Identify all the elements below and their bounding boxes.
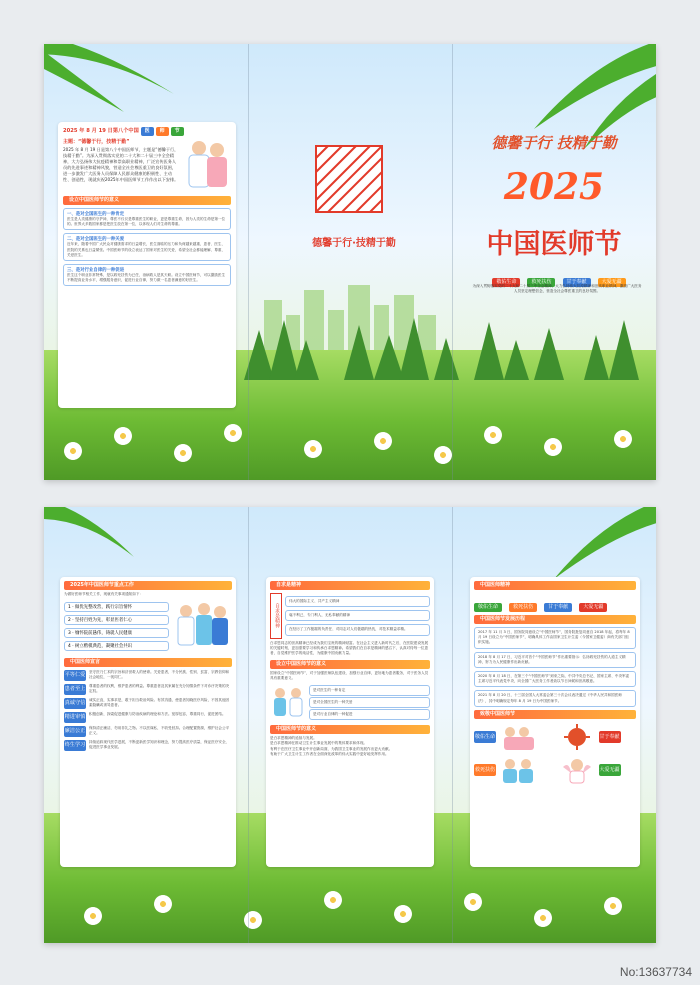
palm-leaf-icon: [44, 507, 144, 577]
work-item: 1 · 做优先整改营，践行宗旨情怀: [64, 602, 169, 612]
back-right-card: [470, 577, 640, 867]
tribute-cell: [474, 755, 554, 785]
medical-team-illustration: [172, 599, 232, 649]
badge: 师: [156, 127, 169, 136]
tribute-tag: 甘于奉献: [599, 731, 621, 743]
sub-box: [63, 264, 231, 286]
brochure-front: [44, 44, 656, 480]
oath-row: [64, 740, 232, 751]
tag: 救死扶伤: [527, 278, 555, 287]
sub-text: 医生是人类健康的守护神，尊医不仅仅是尊重医生的职业，更是尊重生命，因为人类的生命是第一位的。世界大多数国家都是把医生放在第一位，以体现人们对生命的尊重。: [67, 217, 226, 227]
meaning-text: 国家设立“中国医师节”，对于加强医师队伍建设、加强行业自律，更好地为患者服务，对于医务人员具有重要意义。: [270, 671, 429, 681]
fold-line: [452, 507, 453, 943]
tribute-title: 致敬中国医师节: [474, 710, 636, 719]
oath-text: 持续追踪现代医学进展，不断更新医学知识和理念，努力提高医疗质量，保证医疗安全，促进医学事业发展。: [89, 740, 230, 750]
tag: 救死扶伤: [509, 603, 537, 612]
sub-box: [63, 233, 231, 261]
badge: 医: [141, 127, 154, 136]
significance-item: 有利于在医疗卫生事业中开创新局面，为我国卫生事业的发展作出更大贡献。: [270, 746, 393, 751]
oath-row: [64, 698, 232, 709]
oath-tag: 终生学习: [64, 740, 86, 751]
tag: 敬佑生命: [492, 278, 520, 287]
sub-text: 医生这个职业非常特殊，是以救死扶伤为已任，治病救人是其天职。设立中国医师节，可以激励医生不断提高业务水平，增强服务意识，促进行业自律，努力做一名患者满意的好医生。: [67, 273, 226, 283]
right-slogan: 德馨于行 技精于勤: [491, 134, 617, 152]
work-intro: 为做好医师节相关工作，现就有关事项通知如下：: [64, 592, 144, 596]
medical-staff-illustration: [498, 755, 538, 785]
middle-slogan: 德馨于行·技精于勤: [312, 238, 396, 249]
meaning-item: 是对全国医生的一种关爱: [309, 697, 430, 708]
spirit-box: 在经历了工作极端的负责任、对同志对人们极端的热忱，对技术精益求精。: [285, 624, 430, 635]
oath-text: 保持清正廉洁，勿用非礼之物。不以医谋私，不收受回扣。合理配置资源，维护社会公平正义。: [89, 726, 230, 736]
oath-tag: 真诚守信: [64, 698, 86, 709]
doctors-illustration: [183, 136, 231, 192]
back-left-card: [60, 577, 236, 867]
spirit-tag-row: [474, 593, 636, 612]
spirit-box: 毫不利己，专门利人，无私奉献的精神: [285, 610, 430, 621]
history-item: 2021 年 8 月 20 日，十三届全国人大常委会第三十次会议表决通过《中华人民共和国医师法》，其中明确规定每年 8 月 19 日为中国医师节。: [474, 690, 636, 706]
history-item: 2017 年 11 月 3 日，国务院同意设立“中国医师节”，国务院批复同意自 2018 年起，将每年 8 月 19 日设立为“中国医师节”，明确具体工作由国家卫生计生委（今国家卫健委）商有关部门组织实施。: [474, 627, 636, 649]
family-illustration: [498, 722, 538, 752]
back-middle-card: [266, 577, 434, 867]
spirit-title: 中国医师精神: [474, 581, 636, 590]
oath-text: 诚实正直，实事求是，敢于担当救治风险。有效沟通，使患者知晓医疗风险，不因其他因素隐瞒或诱导患者。: [89, 698, 230, 708]
tribute-tag: 敬佑生命: [474, 731, 496, 743]
header-text: 2025 年 8 月 19 日第八个中国: [63, 128, 139, 134]
work-title: 2025年中国医师节重点工作: [64, 581, 232, 590]
history-item: 2020 年 8 月 18 日，在第三个“中国医师节”到来之际，中共中央总书记、国家主席、中央军委主席习近平代表党中央，向全国广大医务工作者致以节日问候和崇高敬意。: [474, 671, 636, 687]
history-item: 2018 年 8 月 17 日，习近平对首个“中国医师节”作出重要指示：弘扬救死扶伤的人道主义精神，努力为人民健康作出新贡献。: [474, 652, 636, 668]
tribute-grid: [474, 722, 636, 785]
oath-tag: 廉洁公正: [64, 726, 86, 737]
tribute-tag: 救死扶伤: [474, 764, 496, 776]
watermark-id: No:13637734: [619, 965, 692, 979]
nurse-angel-illustration: [557, 755, 597, 785]
history-title: 中国医师节发展历程: [474, 615, 636, 624]
section-title: 设立中国医师节的意义: [63, 196, 231, 205]
work-item: 4 · 树立楷模典范，凝聚社会共识: [64, 641, 169, 651]
oath-tag: 患者至上: [64, 684, 86, 695]
side-label: 自求是精神: [270, 593, 282, 639]
oath-tag: 平等仁爱: [64, 670, 86, 681]
tag: 大爱无疆: [579, 603, 607, 612]
oath-row: [64, 684, 232, 695]
oath-row: [64, 670, 232, 681]
tribute-cell: [557, 755, 637, 785]
oath-text: 坚守医乃仁术的宗旨和济世救人的使命。关爱患者，不分民族、性别、贫富、宗教信仰和社会地位，一视同仁。: [89, 670, 230, 680]
qr-placeholder-icon: [314, 144, 384, 214]
oath-text: 尊重患者的权利，维护患者的利益。尊重患者及其家属在充分知情条件下对诊疗决策的决定权。: [89, 684, 230, 694]
tag: 甘于奉献: [563, 278, 591, 287]
right-desc: 为深入贯彻落实党的二十大和二十届三中全会精神，大力弘扬伟大抗疫精神和崇高职业精神，激励广大医务人员坚定理想信念，营造全社会尊医重卫的良好氛围。: [472, 284, 642, 294]
sub-text: 近年来，随着中国广大民众对健康需求的日益增长，医生面临的压力和负荷越来越重，患者、医生、医院的关系也日益紧张。中国医师节的设立表达了国家对医生的关爱，希望全社会都能理解、尊重、关爱医生。: [67, 242, 226, 257]
oath-title: 中国医师宣言: [64, 658, 232, 667]
theme: 主题：“德馨于行，技精于勤”: [63, 139, 130, 145]
oath-text: 积极创新，探索促进健康与防治疾病的理论和方法。宽厚包容，尊重同行，促进团结。: [89, 712, 226, 717]
sub-title: 一、是对全国医生的一种肯定: [67, 212, 125, 217]
fold-line: [452, 44, 453, 480]
watermark-bar: [0, 959, 700, 985]
significance-item: 是白求恩精神在推动卫生计生事业发展中的集体要求和体现。: [270, 741, 368, 746]
oath-list: [64, 670, 232, 751]
year: 2025: [503, 166, 605, 208]
tag: 大爱无疆: [598, 278, 626, 287]
meaning-item: 是对行业自律的一种促进: [309, 709, 430, 720]
fold-line: [248, 44, 249, 480]
significance-title: 中国医师节的意义: [270, 725, 430, 734]
tribute-tag: 大爱无疆: [599, 764, 621, 776]
tag: 敬佑生命: [474, 603, 502, 612]
doctor-patient-illustration: [270, 684, 306, 718]
work-item: 2 · 坚持百姓为先，彰显医者仁心: [64, 615, 169, 625]
meaning-item: 是对医生的一种肯定: [309, 685, 430, 696]
badge: 节: [171, 127, 184, 136]
spirit-title: 自求是精神: [270, 581, 430, 590]
intro: 2025 年 8 月 19 日是第八个中国医师节，主题是“德馨于行，技精于勤”。为深入贯彻落实党的二十大和二十届三中全会精神，大力弘扬伟大抗疫精神和崇高职业精神，广泛宣传医务人员的先进事迹和精神风貌，营造全社会尊医重卫的良好氛围，进一步激发广大医务人员保障人民群众健康的积极性、主动性、创造性，现就庆祝2025年中国医师节工作作出以下安排。: [63, 147, 179, 182]
spirit-box: 伟大的国际主义、共产主义精神: [285, 596, 430, 607]
tribute-cell: [557, 722, 637, 752]
tribute-cell: [474, 722, 554, 752]
meaning-title: 设立中国医师节的意义: [270, 660, 430, 669]
brochure-back: [44, 507, 656, 943]
work-item: 3 · 缅怀院前悬伟，铸就人民健康: [64, 628, 169, 638]
significance-item: 是白求恩精神的延续与发展。: [270, 736, 317, 741]
palm-leaf-icon: [44, 44, 184, 114]
virus-icon: [557, 722, 597, 752]
front-left-card: [58, 122, 236, 408]
tag: 甘于奉献: [544, 603, 572, 612]
card-header: [63, 127, 231, 136]
spirit-text: 白求恩同志的崇高精神已经成为我们宝贵的精神财富。在社会主义进入新时代之后，在医院建设发展的关键时刻，更加需要学习和传承白求恩精神。希望我们在自求是精神的感召下，认真对待每一位患者，自觉维护医学的纯洁性，为健康中国贡献力量。: [270, 640, 429, 656]
sub-title: 三、是对行业自律的一种促进: [67, 268, 125, 274]
fold-line: [248, 507, 249, 943]
festival-title: 中国医师节: [486, 229, 622, 260]
oath-row: [64, 712, 232, 723]
significance-item: 有助于广大卫生计生工作者在全面深化改革的伟大实践中更好地发挥作用。: [270, 751, 389, 756]
sub-title: 二、是对全国医生的一种关爱: [67, 237, 125, 243]
oath-row: [64, 726, 232, 737]
sub-box: [63, 208, 231, 230]
oath-tag: 精进审慎: [64, 712, 86, 723]
